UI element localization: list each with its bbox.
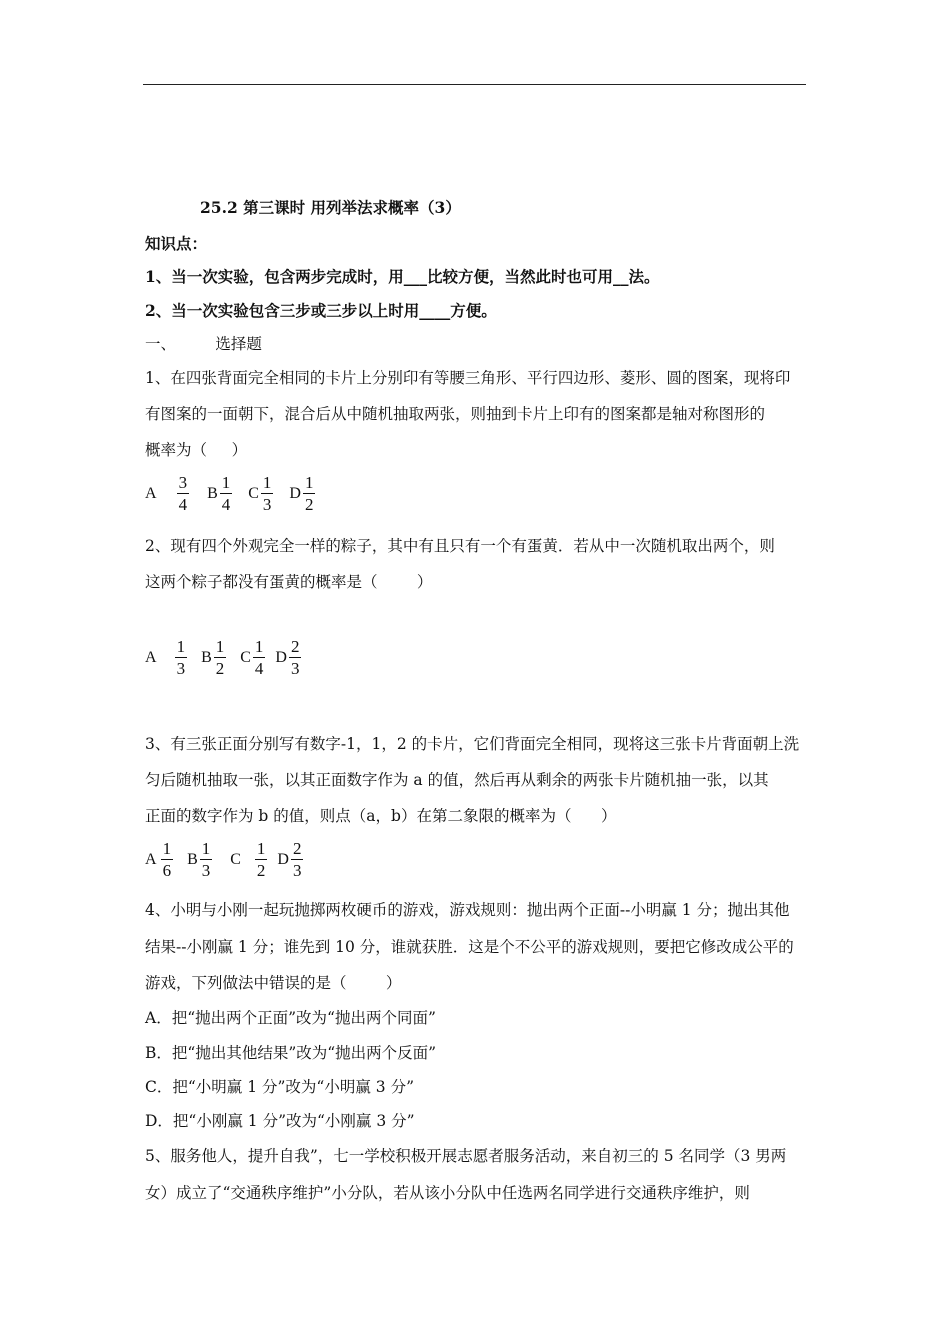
q1-option-d-fraction: $\frac{1}{2}$ xyxy=(304,473,314,514)
q4-line-1: 4、小明与小刚一起玩抛掷两枚硬币的游戏，游戏规则：抛出两个正面--小明赢 1 分；抛出其他 xyxy=(145,901,790,919)
section-heading: 一、 选择题 xyxy=(145,335,262,353)
q1-line-3: 概率为（ ） xyxy=(145,441,248,459)
q5-line-1: 5、服务他人，提升自我”，七一学校积极开展志愿者服务活动，来自初三的 5 名同学（3 男两 xyxy=(145,1147,787,1165)
q3-line-1: 3、有三张正面分别写有数字-1，1，2 的卡片，它们背面完全相同，现将这三张卡片背面朝上洗 xyxy=(145,735,800,753)
q1-option-b-label: B xyxy=(207,484,218,502)
q1-option-d-label: D xyxy=(289,484,301,502)
q4-choice-a: A．把“抛出两个正面”改为“抛出两个同面” xyxy=(145,1009,436,1027)
q3-option-a-fraction: $\frac{1}{6}$ xyxy=(162,839,172,880)
q3-option-a-label: A xyxy=(145,850,157,868)
q1-option-c-fraction: $\frac{1}{3}$ xyxy=(262,473,272,514)
q2-option-d-fraction: $\frac{2}{3}$ xyxy=(290,637,300,678)
q2-option-d-label: D xyxy=(275,648,287,666)
q2-option-b-fraction: $\frac{1}{2}$ xyxy=(215,637,225,678)
q3-option-d-label: D xyxy=(277,850,289,868)
q1-option-c-label: C xyxy=(248,484,259,502)
q1-option-b-fraction: $\frac{1}{4}$ xyxy=(221,473,231,514)
q1-option-a-fraction: $\frac{3}{4}$ xyxy=(178,473,188,514)
q5-line-2: 女）成立了“交通秩序维护”小分队，若从该小分队中任选两名同学进行交通秩序维护，则 xyxy=(145,1184,750,1202)
q3-option-b-fraction: $\frac{1}{3}$ xyxy=(201,839,211,880)
page-title: 25.2 第三课时 用列举法求概率（3） xyxy=(200,198,461,217)
q1-option-a-label: A xyxy=(145,484,157,502)
q3-option-c-label: C xyxy=(230,850,241,868)
q3-line-3: 正面的数字作为 b 的值，则点（a，b）在第二象限的概率为（ ） xyxy=(145,807,617,825)
q1-options xyxy=(145,472,317,515)
q4-choice-d: D．把“小刚赢 1 分”改为“小刚赢 3 分” xyxy=(145,1112,415,1130)
knowledge-point-2: 2、当一次实验包含三步或三步以上时用____方便。 xyxy=(145,301,497,320)
q2-line-1: 2、现有四个外观完全一样的粽子，其中有且只有一个有蛋黄．若从中一次随机取出两个，则 xyxy=(145,537,775,555)
q2-option-c-fraction: $\frac{1}{4}$ xyxy=(254,637,264,678)
knowledge-heading: 知识点： xyxy=(145,234,208,253)
q1-line-2: 有图案的一面朝下，混合后从中随机抽取两张，则抽到卡片上印有的图案都是轴对称图形的 xyxy=(145,405,766,423)
q2-option-b-label: B xyxy=(201,648,212,666)
q2-line-2: 这两个粽子都没有蛋黄的概率是（ ） xyxy=(145,573,433,591)
q4-line-3: 游戏，下列做法中错误的是（ ） xyxy=(145,974,402,992)
q2-option-c-label: C xyxy=(240,648,251,666)
q4-line-2: 结果--小刚赢 1 分；谁先到 10 分，谁就获胜．这是个不公平的游戏规则，要把它修改成公平的 xyxy=(145,938,794,956)
q4-choice-c: C．把“小明赢 1 分”改为“小明赢 3 分” xyxy=(145,1078,414,1096)
knowledge-point-1: 1、当一次实验，包含两步完成时，用___比较方便，当然此时也可用__法。 xyxy=(145,267,660,286)
header-rule xyxy=(143,84,806,85)
q2-options xyxy=(145,636,303,679)
q2-option-a-label: A xyxy=(145,648,157,666)
q3-option-d-fraction: $\frac{2}{3}$ xyxy=(292,839,302,880)
q3-option-c-fraction: $\frac{1}{2}$ xyxy=(256,839,266,880)
q3-option-b-label: B xyxy=(187,850,198,868)
q1-line-1: 1、在四张背面完全相同的卡片上分别印有等腰三角形、平行四边形、菱形、圆的图案，现将印 xyxy=(145,369,791,387)
q4-choice-b: B．把“抛出其他结果”改为“抛出两个反面” xyxy=(145,1044,437,1062)
q2-option-a-fraction: $\frac{1}{3}$ xyxy=(176,637,186,678)
q3-options xyxy=(145,838,305,881)
q3-line-2: 匀后随机抽取一张，以其正面数字作为 a 的值，然后再从剩余的两张卡片随机抽一张，以其 xyxy=(145,771,769,789)
